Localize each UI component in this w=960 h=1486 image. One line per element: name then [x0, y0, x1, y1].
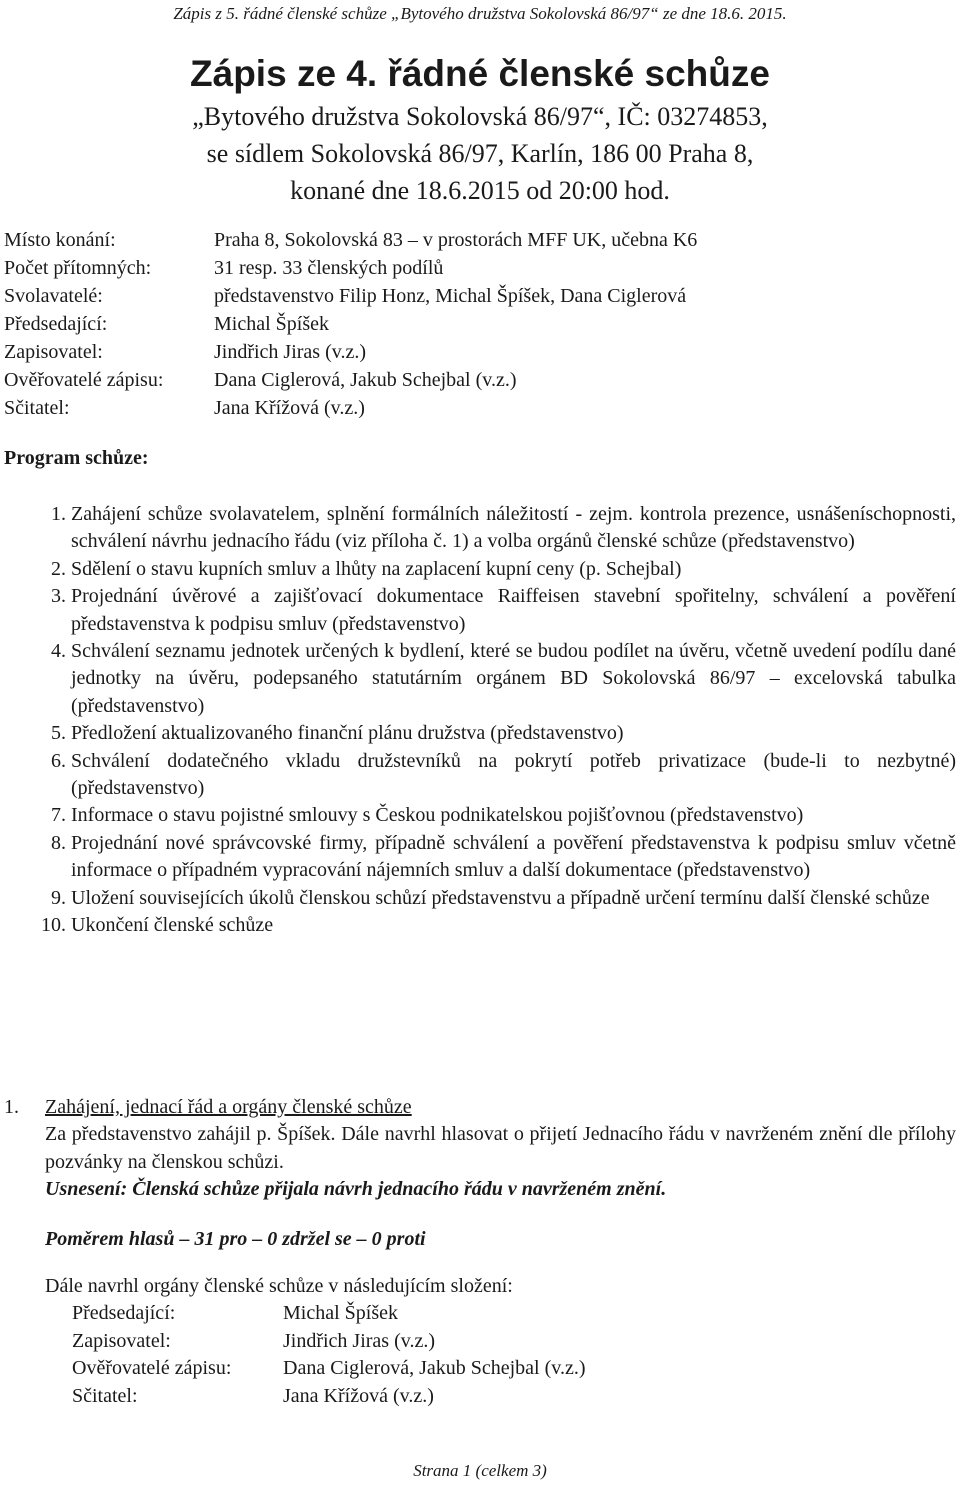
program-item-text: Uložení souvisejících úkolů členskou schůzí představenstvu a případně určení termínu další členské schůze	[71, 886, 930, 909]
organs-label: Zapisovatel:	[72, 1329, 171, 1352]
organs-label: Sčitatel:	[72, 1384, 138, 1407]
info-label: Předsedající:	[4, 313, 108, 335]
organs-row	[72, 1383, 586, 1410]
resolution-text: Usnesení: Členská schůze přijala návrh jednacího řádu v navrženém znění.	[45, 1178, 667, 1201]
section-number: 1.	[4, 1096, 19, 1118]
info-value: Dana Ciglerová, Jakub Schejbal (v.z.)	[214, 369, 517, 391]
program-item	[4, 583, 956, 638]
section-1	[4, 1094, 956, 1410]
section-heading	[4, 1094, 956, 1121]
program-item-number: 7.	[51, 804, 66, 827]
info-value: Praha 8, Sokolovská 83 – v prostorách MFF UK, učebna K6	[214, 229, 698, 251]
page-header: Zápis z 5. řádné členské schůze „Bytového družstva Sokolovská 86/97“ ze dne 18.6. 2015.	[173, 4, 787, 23]
program-item	[4, 885, 956, 912]
program-item-text: Schválení dodatečného vkladu družstevníků na pokrytí potřeb privatizace (bude-li to nezbytné) (představenstvo)	[71, 749, 956, 800]
program-item-number: 1.	[51, 503, 66, 525]
organs-value: Dana Ciglerová, Jakub Schejbal (v.z.)	[283, 1357, 586, 1380]
title-block	[0, 50, 960, 209]
meeting-info-table	[4, 226, 944, 422]
program-item-text: Projednání úvěrové a zajišťovací dokumentace Raiffeisen stavební spořitelny, schválení a pověření představenstva k podpisu smluv (představenstvo)	[71, 585, 956, 635]
program-item-text: Projednání nové správcovské firmy, případně schválení a pověření představenstva k podpisu smluv včetně informace o případném vypracování nájemních smluv a další dokumentace (představenstvo)	[71, 831, 956, 882]
info-row-attendance	[4, 254, 944, 282]
info-label: Sčitatel:	[4, 397, 70, 419]
program-item	[4, 748, 956, 803]
program-item	[4, 912, 956, 939]
program-item-text: Ukončení členské schůze	[71, 914, 274, 937]
info-value: Michal Špíšek	[214, 313, 329, 335]
program-item	[4, 720, 956, 747]
section-body: Za představenstvo zahájil p. Špíšek. Dále navrhl hlasovat o přijetí Jednacího řádu v navrženém znění dle přílohy pozvánky na členskou schůzi.	[45, 1123, 956, 1173]
program-item-number: 2.	[51, 557, 66, 580]
organs-row	[72, 1355, 586, 1382]
organs-value: Jana Křížová (v.z.)	[283, 1384, 434, 1407]
program-item-number: 6.	[51, 749, 66, 772]
program-list	[4, 501, 956, 940]
program-item-text: Schválení seznamu jednotek určených k bydlení, které se budou podílet na úvěru, včetně uvedení podílu dané jednotky na úvěru, podepsaného statutárním orgánem BD Sokolovská 86/97 – excelovská tabulka (představenstvo)	[71, 640, 956, 717]
section-title: Zahájení, jednací řád a orgány členské schůze	[45, 1096, 412, 1118]
info-value: Jindřich Jiras (v.z.)	[214, 341, 366, 363]
title-line-1: „Bytového družstva Sokolovská 86/97“, IČ: 03274853,	[192, 102, 768, 131]
organs-label: Ověřovatelé zápisu:	[72, 1357, 232, 1380]
info-row-counter	[4, 394, 944, 422]
organs-value: Michal Špíšek	[283, 1302, 398, 1325]
program-item	[4, 556, 956, 583]
info-label: Ověřovatelé zápisu:	[4, 369, 164, 391]
organs-row	[72, 1300, 586, 1327]
program-item-text: Zahájení schůze svolavatelem, splnění formálních náležitostí - zejm. kontrola prezence, usnášeníschopnosti, schválení návrhu jednacího řádu (viz příloha č. 1) a volba orgánů členské schůze (představenstvo)	[71, 503, 956, 553]
program-item-number: 8.	[51, 831, 66, 854]
info-row-chair	[4, 310, 944, 338]
vote-result: Poměrem hlasů – 31 pro – 0 zdržel se – 0 proti	[45, 1227, 426, 1250]
page-footer: Strana 1 (celkem 3)	[413, 1461, 547, 1480]
program-item-text: Informace o stavu pojistné smlouvy s Českou podnikatelskou pojišťovnou (představenstvo)	[71, 804, 804, 827]
info-row-conveners	[4, 282, 944, 310]
program-item	[4, 638, 956, 720]
program-item-number: 3.	[51, 585, 66, 608]
organs-table	[72, 1300, 586, 1410]
info-row-recorder	[4, 338, 944, 366]
info-row-verifiers	[4, 366, 944, 394]
organs-value: Jindřich Jiras (v.z.)	[283, 1329, 435, 1352]
document-title: Zápis ze 4. řádné členské schůze	[190, 53, 770, 94]
program-item-number: 10.	[41, 914, 66, 937]
program-item-number: 5.	[51, 722, 66, 745]
title-line-3: konané dne 18.6.2015 od 20:00 hod.	[290, 176, 670, 205]
organs-intro: Dále navrhl orgány členské schůze v následujícím složení:	[45, 1275, 513, 1298]
program-item-number: 4.	[51, 640, 66, 663]
info-label: Místo konání:	[4, 229, 116, 251]
organs-label: Předsedající:	[72, 1302, 176, 1325]
info-value: 31 resp. 33 členských podílů	[214, 257, 444, 279]
program-item-text: Sdělení o stavu kupních smluv a lhůty na zaplacení kupní ceny (p. Schejbal)	[71, 557, 682, 580]
info-label: Zapisovatel:	[4, 341, 103, 363]
info-value: Jana Křížová (v.z.)	[214, 397, 365, 419]
info-row-place	[4, 226, 944, 254]
program-item	[4, 802, 956, 829]
program-item-number: 9.	[51, 886, 66, 909]
title-line-2: se sídlem Sokolovská 86/97, Karlín, 186 00 Praha 8,	[206, 139, 754, 168]
info-label: Počet přítomných:	[4, 257, 152, 279]
program-heading: Program schůze:	[4, 447, 149, 469]
organs-row	[72, 1328, 586, 1355]
program-item	[4, 501, 956, 556]
info-label: Svolavatelé:	[4, 285, 103, 307]
info-value: představenstvo Filip Honz, Michal Špíšek, Dana Ciglerová	[214, 285, 687, 307]
program-item	[4, 830, 956, 885]
program-item-text: Předložení aktualizovaného finanční plánu družstva (představenstvo)	[71, 722, 624, 745]
